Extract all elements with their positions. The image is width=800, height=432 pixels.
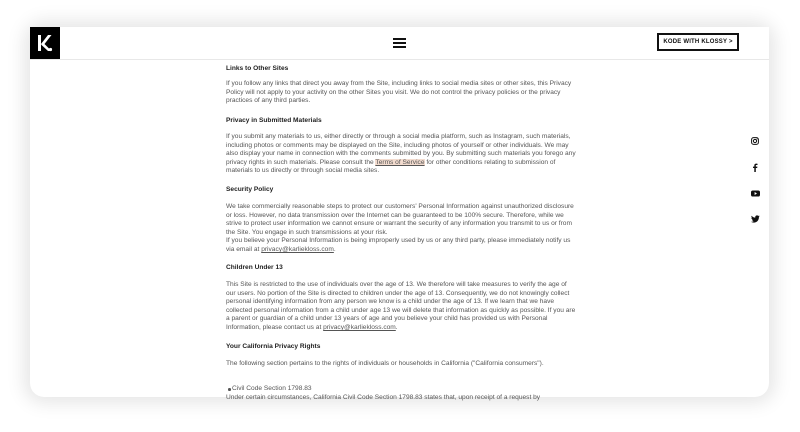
section-security xyxy=(226,185,576,194)
k-logo-icon xyxy=(30,27,60,59)
section-title: Children Under 13 xyxy=(226,264,283,271)
section-links xyxy=(226,64,576,73)
section-children xyxy=(226,263,576,272)
section-security-body xyxy=(226,203,576,255)
youtube-icon[interactable] xyxy=(748,186,762,200)
terms-of-service-link[interactable]: Terms of Service xyxy=(375,158,425,166)
section-title: Privacy in Submitted Materials xyxy=(226,117,322,124)
facebook-icon[interactable] xyxy=(748,160,762,174)
section-children-body xyxy=(226,281,576,333)
text: . xyxy=(333,245,336,253)
list-item: Civil Code Section 1798.83 xyxy=(232,385,312,392)
privacy-email-link[interactable]: privacy@karliekloss.com xyxy=(323,323,396,331)
text: . xyxy=(395,323,398,331)
paragraph xyxy=(226,133,576,176)
section-california-body xyxy=(226,360,576,369)
twitter-icon[interactable] xyxy=(748,212,762,226)
section-title: Your California Privacy Rights xyxy=(226,343,321,350)
text: This Site is restricted to the use of individuals over the age of 13. We therefore will take measures to verify the age of our users. No portion of the Site is directed to children under the age of 13. Consequently, we do not knowingly collect personal identifying information from any person we know is a child under the age of 13. If we learn that we have collected personal information from a child under age 13 we will delete that information as quickly as possible. If you are a parent or guardian of a child under 13 years of age and you believe your child has provided us with Personal Information, please contact us at xyxy=(226,281,576,331)
section-materials-body xyxy=(226,133,576,176)
logo[interactable] xyxy=(30,27,60,59)
browser-frame xyxy=(30,27,769,401)
section-title: Security Policy xyxy=(226,186,274,193)
section-title: Links to Other Sites xyxy=(226,65,289,72)
menu-icon[interactable] xyxy=(393,38,406,48)
instagram-icon[interactable] xyxy=(748,134,762,148)
section-california xyxy=(226,342,576,351)
text: If you submit any materials to us, either directly or through a social media platform, such as Instagram, such materials, including photos or comments may be displayed on the Site, including photos of yourself or other individuals. We may also display your name in connection with the comments submitted by you. By submitting such materials you forego any privacy rights in such materials. Please consult the xyxy=(226,133,576,166)
paragraph: The following section pertains to the rights of individuals or households in California ("California consumers"). xyxy=(226,360,544,367)
kode-with-klossy-button[interactable]: KODE WITH KLOSSY > xyxy=(657,33,739,51)
paragraph xyxy=(226,281,576,333)
cutoff-paragraph: Under certain circumstances, California Civil Code Section 1798.83 states that, upon receipt of a request by xyxy=(226,394,541,401)
section-links-body xyxy=(226,80,576,106)
site-header xyxy=(30,27,769,60)
paragraph: If you follow any links that direct you away from the Site, including links to social media sites or other sites, this Privacy Policy will not apply to your activity on the other Sites you visit. We do not control the privacy policies or the privacy practices of any third parties. xyxy=(226,80,572,105)
paragraph xyxy=(226,237,576,254)
privacy-email-link[interactable]: privacy@karliekloss.com xyxy=(261,245,334,253)
text: If you believe your Personal Information is being improperly used by us or any third party, please immediately notify us via email at xyxy=(226,237,571,253)
paragraph: We take commercially reasonable steps to protect our customers' Personal Information against unauthorized disclosure or loss. However, no data transmission over the Internet can be guaranteed to be 100% secure. Therefore, while we strive to protect user information we cannot ensure or warrant the security of any information you transmit to us or from the Site. You engage in such transmissions at your risk. xyxy=(226,203,574,236)
section-materials xyxy=(226,116,576,125)
privacy-policy-content xyxy=(226,61,576,401)
text: for other conditions relating to submission of materials to us directly or through social media sites. xyxy=(226,158,556,175)
